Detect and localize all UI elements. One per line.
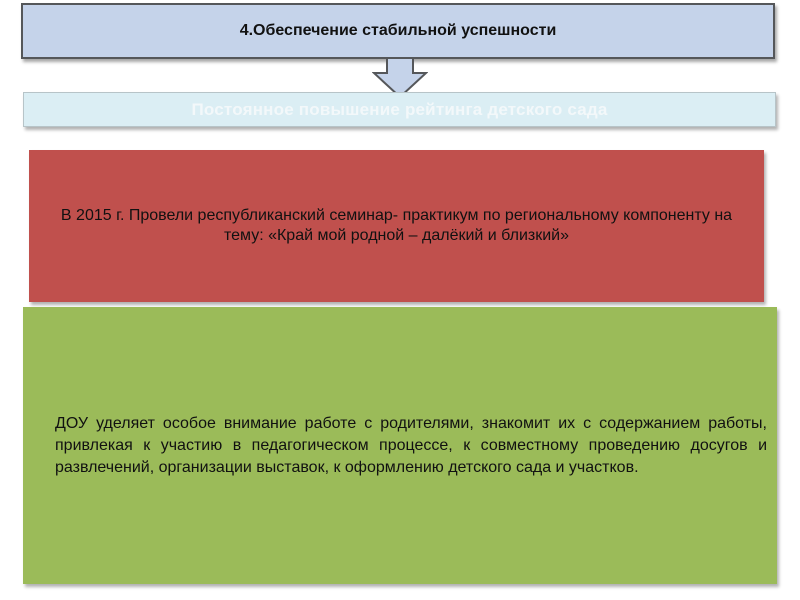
banner-text: Постоянное повышение рейтинга детского сада [191,99,608,119]
parents-work-block [23,307,777,584]
seminar-block [29,150,764,302]
rating-banner [23,92,776,127]
seminar-text: В 2015 г. Провели республиканский семинар- практикум по региональному компоненту на тему: «Край мой родной – далёкий и близкий» [60,207,733,244]
header-box [21,3,775,59]
header-title: 4.Обеспечение стабильной успешности [239,22,557,39]
parents-work-text: ДОУ уделяет особое внимание работе с родителями, знакомит их с содержанием работы, привлекая к участию в педагогическом процессе, к совместному проведению досугов и развлечений, организации выставок, к оформлению детского сада и участков. [55,414,767,476]
